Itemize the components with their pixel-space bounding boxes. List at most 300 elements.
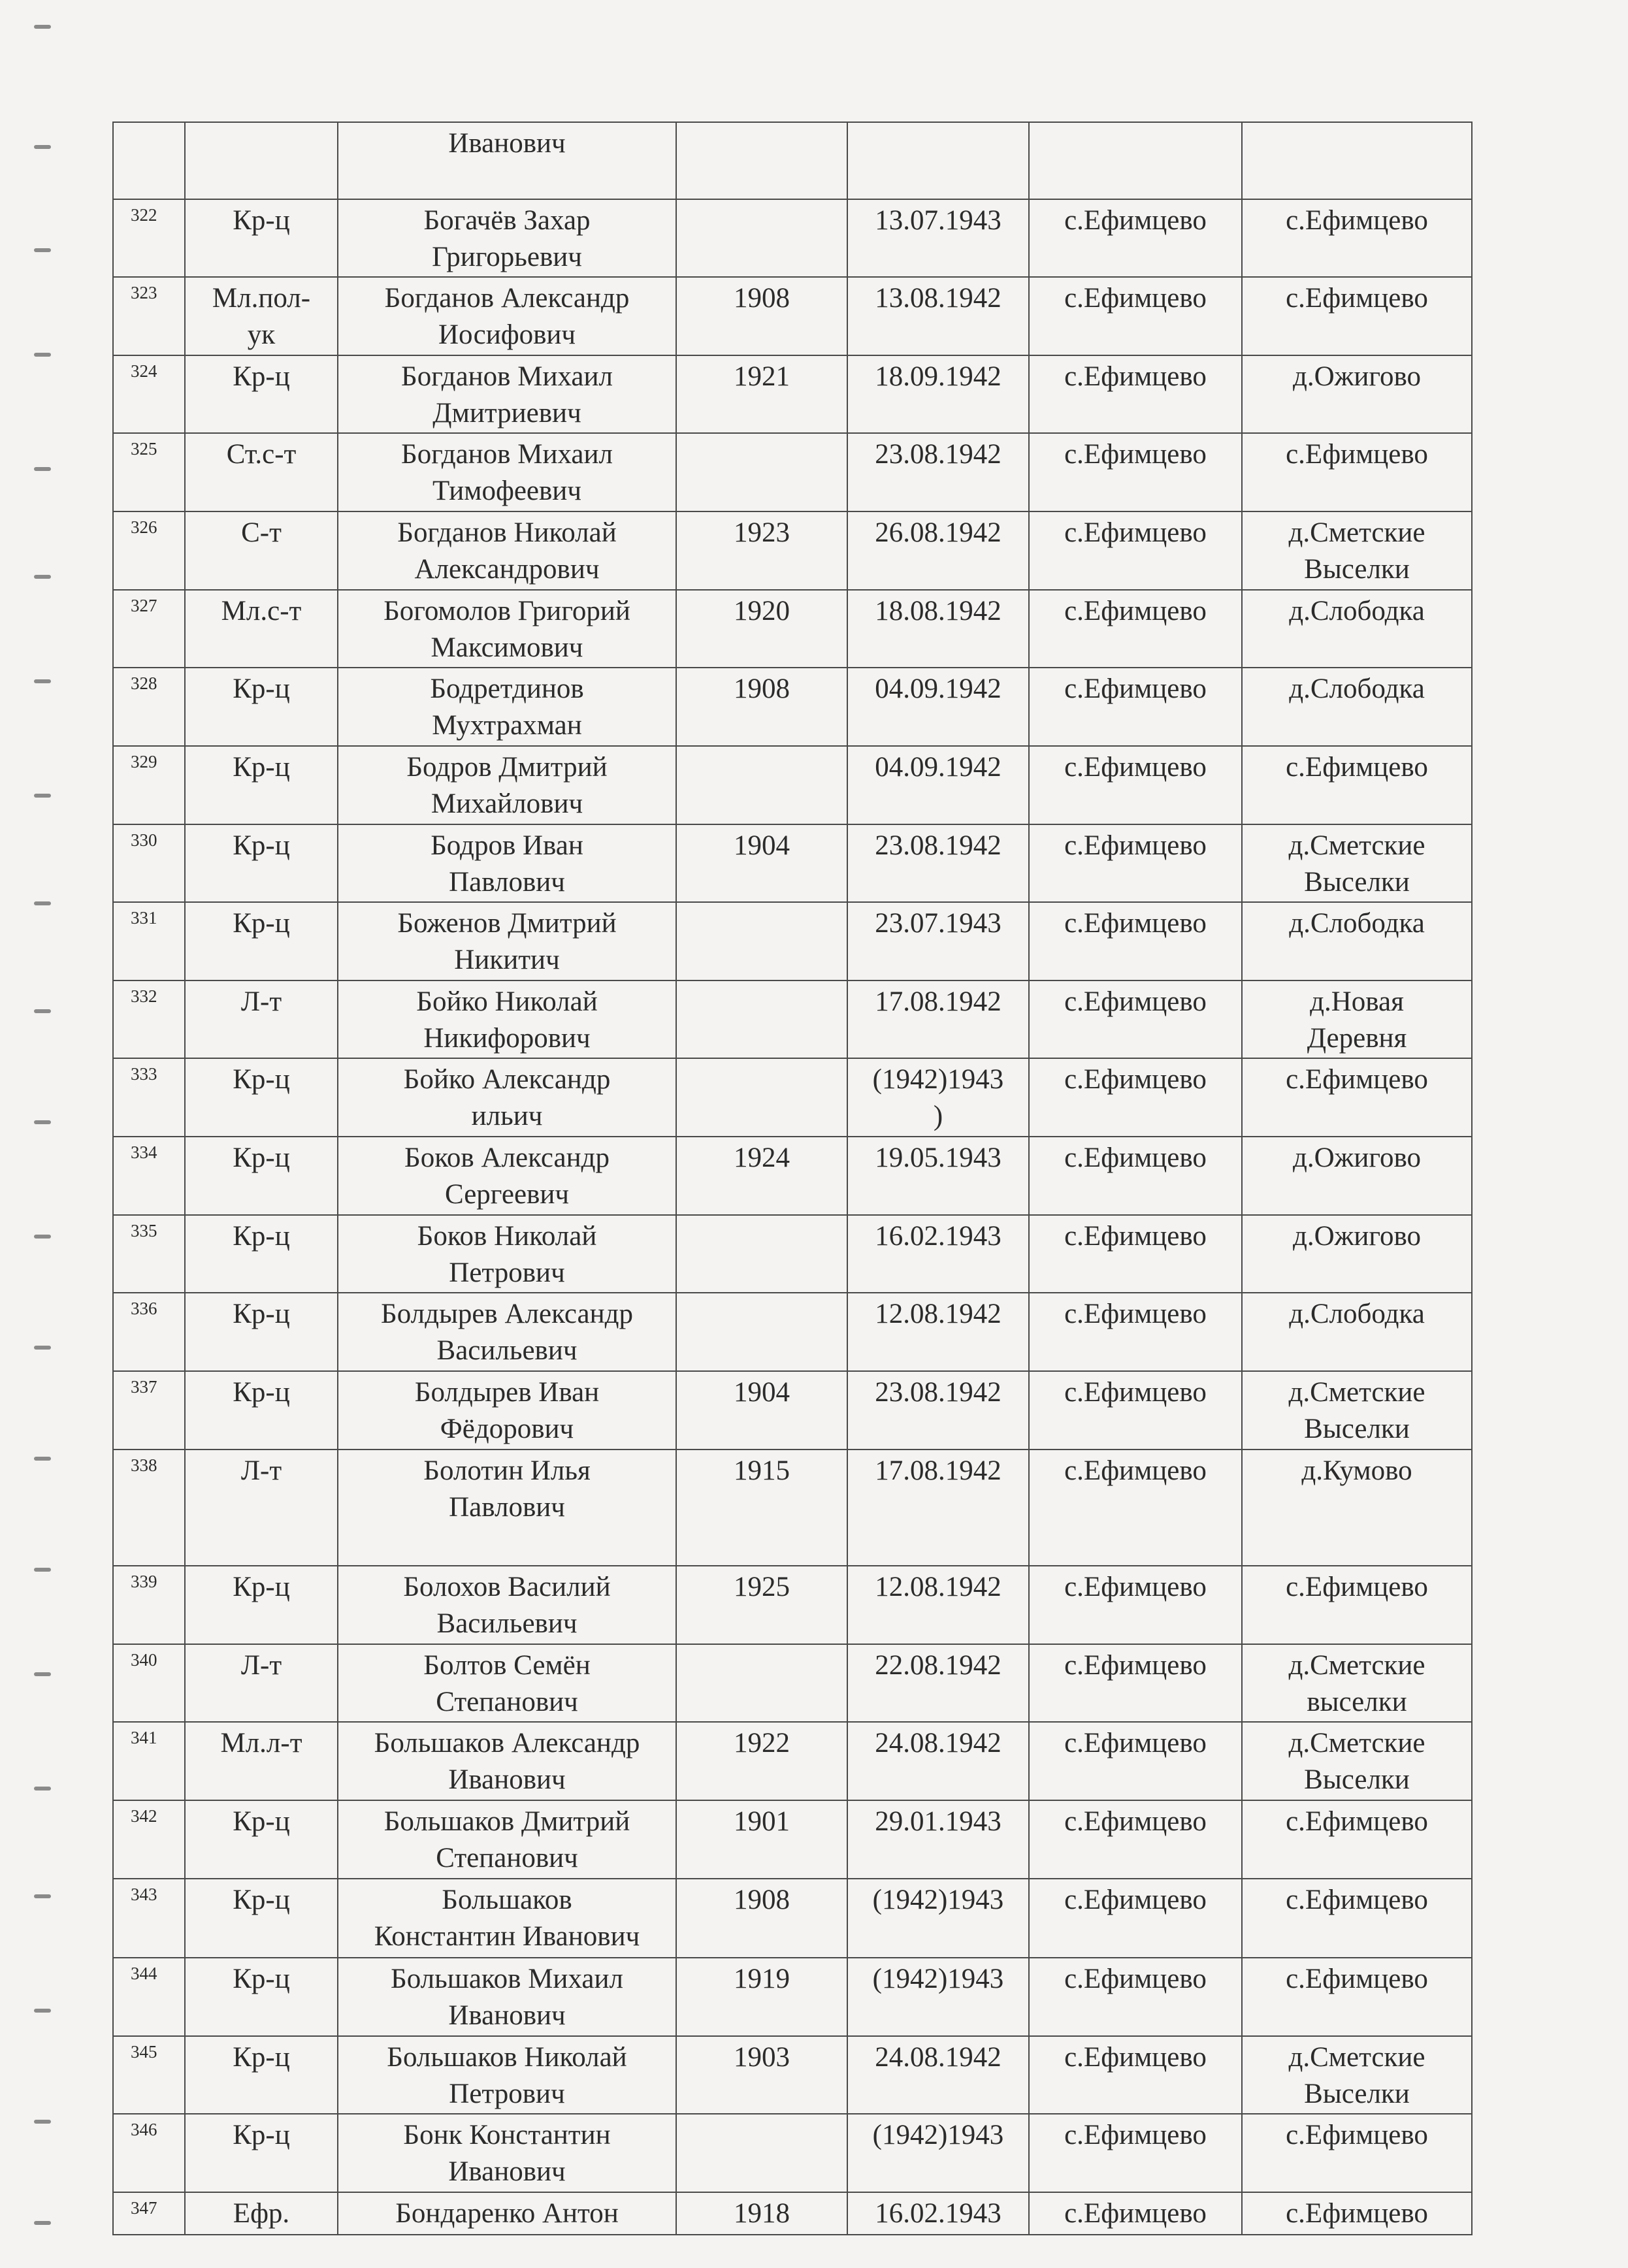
- cell-line: Кр-ц: [233, 1064, 290, 1095]
- cell-line: Кр-ц: [233, 751, 290, 783]
- name-cell: [338, 2036, 676, 2114]
- cell-line: Тимофеевич: [432, 476, 581, 507]
- name-cell: [338, 1958, 676, 2036]
- reburial-place-cell: [1242, 590, 1472, 668]
- name-cell: [338, 1450, 676, 1566]
- binder-mark: [34, 145, 51, 149]
- table-row: [113, 1371, 1472, 1450]
- rank-cell: [185, 122, 338, 199]
- cell-line: Бодретдинов: [430, 673, 584, 705]
- cell-line: Богданов Михаил: [401, 361, 613, 392]
- cell-line: 23.08.1942: [875, 439, 1001, 470]
- reburial-place-cell: [1242, 980, 1472, 1059]
- table-row: [113, 199, 1472, 278]
- burial-place-cell: с.Ефимцево: [1029, 1879, 1242, 1958]
- record-number: 335: [113, 1215, 185, 1293]
- cell-line: Иванович: [448, 2156, 566, 2188]
- table-row: [113, 980, 1472, 1059]
- cell-line: Болотин Илья: [423, 1455, 591, 1486]
- name-cell: [338, 980, 676, 1059]
- cell-line: 13.08.1942: [875, 283, 1001, 314]
- birth-year-cell: 1908: [676, 1879, 847, 1958]
- death-date-cell: [847, 1958, 1029, 2036]
- binder-mark: [34, 575, 51, 579]
- rank-cell: [185, 824, 338, 903]
- birth-year-cell: [676, 433, 847, 511]
- burial-place-cell: с.Ефимцево: [1029, 668, 1242, 746]
- cell-line: 23.08.1942: [875, 830, 1001, 861]
- cell-line: Мл.пол-: [212, 283, 311, 314]
- burial-place-cell: с.Ефимцево: [1029, 902, 1242, 980]
- record-number: 347: [113, 2192, 185, 2235]
- binder-mark: [34, 679, 51, 683]
- cell-line: д.Слободка: [1289, 673, 1425, 705]
- rank-cell: [185, 1450, 338, 1566]
- burial-place-cell: с.Ефимцево: [1029, 746, 1242, 824]
- death-date-cell: [847, 277, 1029, 355]
- name-cell: [338, 199, 676, 278]
- death-date-cell: [847, 1879, 1029, 1958]
- cell-line: Петрович: [449, 1257, 565, 1288]
- cell-line: с.Ефимцево: [1286, 439, 1428, 470]
- cell-line: 24.08.1942: [875, 2041, 1001, 2073]
- burial-place-cell: с.Ефимцево: [1029, 277, 1242, 355]
- burial-place-cell: с.Ефимцево: [1029, 2192, 1242, 2235]
- burial-place-cell: с.Ефимцево: [1029, 1566, 1242, 1644]
- cell-line: ильич: [471, 1101, 543, 1132]
- cell-line: Выселки: [1304, 1413, 1410, 1444]
- name-cell: [338, 122, 676, 199]
- cell-line: Большаков: [442, 1884, 572, 1915]
- cell-line: Никифорович: [423, 1022, 591, 1054]
- cell-line: 19.05.1943: [875, 1142, 1001, 1174]
- name-cell: [338, 1722, 676, 1800]
- reburial-place-cell: [1242, 746, 1472, 824]
- birth-year-cell: 1908: [676, 668, 847, 746]
- record-number: 330: [113, 824, 185, 903]
- name-cell: [338, 1566, 676, 1644]
- death-date-cell: [847, 199, 1029, 278]
- cell-line: Л-т: [240, 1649, 282, 1681]
- cell-line: д.Ожигово: [1293, 361, 1421, 392]
- record-number: 339: [113, 1566, 185, 1644]
- birth-year-cell: 1903: [676, 2036, 847, 2114]
- death-date-cell: [847, 1644, 1029, 1723]
- rank-cell: [185, 2192, 338, 2235]
- cell-line: Большаков Николай: [387, 2041, 627, 2073]
- rank-cell: [185, 590, 338, 668]
- burial-place-cell: с.Ефимцево: [1029, 1137, 1242, 1215]
- cell-line: д.Ожигово: [1293, 1142, 1421, 1174]
- cell-line: 04.09.1942: [875, 751, 1001, 783]
- cell-line: Кр-ц: [233, 673, 290, 705]
- table-row: [113, 1879, 1472, 1958]
- burial-place-cell: с.Ефимцево: [1029, 824, 1242, 903]
- cell-line: с.Ефимцево: [1286, 1572, 1428, 1603]
- cell-line: 13.07.1943: [875, 204, 1001, 236]
- reburial-place-cell: [1242, 1137, 1472, 1215]
- burial-place-cell: с.Ефимцево: [1029, 1293, 1242, 1371]
- rank-cell: [185, 1958, 338, 2036]
- cell-line: Выселки: [1304, 554, 1410, 585]
- cell-line: Бойко Александр: [403, 1064, 611, 1095]
- reburial-place-cell: [1242, 277, 1472, 355]
- table-row: [113, 433, 1472, 511]
- rank-cell: [185, 980, 338, 1059]
- reburial-place-cell: [1242, 902, 1472, 980]
- birth-year-cell: [676, 122, 847, 199]
- death-date-cell: [847, 746, 1029, 824]
- record-number: 322: [113, 199, 185, 278]
- name-cell: [338, 1293, 676, 1371]
- cell-line: 04.09.1942: [875, 673, 1001, 705]
- cell-line: Л-т: [240, 1455, 282, 1486]
- cell-line: Сергеевич: [445, 1179, 569, 1210]
- cell-line: (1942)1943: [872, 2120, 1004, 2151]
- cell-line: Фёдорович: [440, 1413, 574, 1444]
- birth-year-cell: [676, 2114, 847, 2192]
- birth-year-cell: 1904: [676, 824, 847, 903]
- binder-mark: [34, 1457, 51, 1461]
- table-row: [113, 122, 1472, 199]
- binder-mark: [34, 2009, 51, 2013]
- rank-cell: [185, 668, 338, 746]
- cell-line: 18.09.1942: [875, 361, 1001, 392]
- birth-year-cell: 1923: [676, 511, 847, 590]
- rank-cell: [185, 433, 338, 511]
- cell-line: Кр-ц: [233, 1376, 290, 1408]
- cell-line: Максимович: [431, 632, 583, 663]
- name-cell: [338, 1879, 676, 1958]
- burial-place-cell: с.Ефимцево: [1029, 1215, 1242, 1293]
- name-cell: [338, 355, 676, 434]
- table-row: [113, 1644, 1472, 1723]
- cell-line: выселки: [1307, 1686, 1407, 1717]
- burial-place-cell: с.Ефимцево: [1029, 2036, 1242, 2114]
- reburial-place-cell: [1242, 824, 1472, 903]
- rank-cell: [185, 1371, 338, 1450]
- record-number: 338: [113, 1450, 185, 1566]
- death-date-cell: [847, 1450, 1029, 1566]
- reburial-place-cell: [1242, 2192, 1472, 2235]
- binder-mark: [34, 353, 51, 357]
- reburial-place-cell: [1242, 2036, 1472, 2114]
- cell-line: Бодров Иван: [431, 830, 583, 861]
- birth-year-cell: 1901: [676, 1800, 847, 1879]
- record-number: 323: [113, 277, 185, 355]
- rank-cell: [185, 355, 338, 434]
- cell-line: д.Сметские: [1288, 1728, 1425, 1759]
- cell-line: Павлович: [449, 866, 565, 898]
- name-cell: [338, 902, 676, 980]
- table-row: [113, 1800, 1472, 1879]
- death-date-cell: [847, 355, 1029, 434]
- cell-line: Иванович: [448, 1764, 566, 1796]
- reburial-place-cell: [1242, 1450, 1472, 1566]
- cell-line: с.Ефимцево: [1286, 2120, 1428, 2151]
- cell-line: д.Сметские: [1288, 830, 1425, 861]
- death-date-cell: [847, 2036, 1029, 2114]
- name-cell: [338, 1644, 676, 1723]
- death-date-cell: [847, 2114, 1029, 2192]
- binder-mark: [34, 1120, 51, 1124]
- rank-cell: [185, 511, 338, 590]
- binder-mark: [34, 248, 51, 252]
- burial-register-table: [112, 122, 1473, 2235]
- cell-line: Мухтрахман: [432, 710, 582, 741]
- record-number: 328: [113, 668, 185, 746]
- record-number: 344: [113, 1958, 185, 2036]
- reburial-place-cell: [1242, 433, 1472, 511]
- death-date-cell: [847, 1137, 1029, 1215]
- cell-line: 29.01.1943: [875, 1806, 1001, 1837]
- table-row: [113, 277, 1472, 355]
- cell-line: с.Ефимцево: [1286, 1964, 1428, 1995]
- cell-line: Иванович: [448, 128, 566, 159]
- binder-mark: [34, 25, 51, 29]
- cell-line: с.Ефимцево: [1286, 751, 1428, 783]
- cell-line: с.Ефимцево: [1286, 283, 1428, 314]
- table-row: [113, 1215, 1472, 1293]
- record-number: 337: [113, 1371, 185, 1450]
- binder-mark: [34, 2221, 51, 2225]
- cell-line: Выселки: [1304, 1764, 1410, 1796]
- cell-line: Боков Николай: [417, 1220, 597, 1252]
- burial-place-cell: с.Ефимцево: [1029, 1958, 1242, 2036]
- cell-line: Иосифович: [438, 319, 576, 351]
- death-date-cell: [847, 1566, 1029, 1644]
- record-number: 327: [113, 590, 185, 668]
- cell-line: Кр-ц: [233, 2120, 290, 2151]
- table-row: [113, 355, 1472, 434]
- table-row: [113, 1958, 1472, 2036]
- name-cell: [338, 590, 676, 668]
- rank-cell: [185, 199, 338, 278]
- table-row: [113, 2192, 1472, 2235]
- cell-line: Иванович: [448, 2000, 566, 2032]
- cell-line: (1942)1943: [872, 1064, 1004, 1095]
- record-number: 342: [113, 1800, 185, 1879]
- death-date-cell: [847, 1293, 1029, 1371]
- death-date-cell: [847, 511, 1029, 590]
- death-date-cell: [847, 590, 1029, 668]
- table-row: [113, 1722, 1472, 1800]
- burial-place-cell: с.Ефимцево: [1029, 1450, 1242, 1566]
- burial-place-cell: с.Ефимцево: [1029, 1058, 1242, 1137]
- death-date-cell: [847, 2192, 1029, 2235]
- cell-line: с.Ефимцево: [1286, 204, 1428, 236]
- cell-line: Большаков Дмитрий: [383, 1806, 630, 1837]
- record-number: 346: [113, 2114, 185, 2192]
- cell-line: с.Ефимцево: [1286, 2198, 1428, 2229]
- burial-place-cell: с.Ефимцево: [1029, 2114, 1242, 2192]
- cell-line: с.Ефимцево: [1286, 1884, 1428, 1915]
- record-number: 340: [113, 1644, 185, 1723]
- birth-year-cell: [676, 1058, 847, 1137]
- death-date-cell: [847, 980, 1029, 1059]
- reburial-place-cell: [1242, 1293, 1472, 1371]
- cell-line: Кр-ц: [233, 1572, 290, 1603]
- birth-year-cell: [676, 746, 847, 824]
- burial-place-cell: с.Ефимцево: [1029, 433, 1242, 511]
- reburial-place-cell: [1242, 668, 1472, 746]
- table-row: [113, 1566, 1472, 1644]
- birth-year-cell: 1904: [676, 1371, 847, 1450]
- birth-year-cell: [676, 902, 847, 980]
- cell-line: Выселки: [1304, 866, 1410, 898]
- reburial-place-cell: [1242, 1058, 1472, 1137]
- binder-mark: [34, 901, 51, 905]
- cell-line: Л-т: [240, 986, 282, 1017]
- cell-line: Ст.с-т: [226, 439, 297, 470]
- cell-line: С-т: [241, 517, 282, 549]
- cell-line: Кр-ц: [233, 1884, 290, 1915]
- cell-line: Богданов Александр: [384, 283, 630, 314]
- rank-cell: [185, 277, 338, 355]
- name-cell: [338, 1137, 676, 1215]
- reburial-place-cell: [1242, 1879, 1472, 1958]
- record-number: 324: [113, 355, 185, 434]
- binder-mark: [34, 794, 51, 798]
- cell-line: ук: [247, 319, 276, 351]
- cell-line: с.Ефимцево: [1286, 1806, 1428, 1837]
- cell-line: 24.08.1942: [875, 1728, 1001, 1759]
- reburial-place-cell: [1242, 122, 1472, 199]
- cell-line: Степанович: [436, 1842, 578, 1873]
- rank-cell: [185, 1215, 338, 1293]
- burial-place-cell: с.Ефимцево: [1029, 1722, 1242, 1800]
- death-date-cell: [847, 902, 1029, 980]
- rank-cell: [185, 746, 338, 824]
- cell-line: 16.02.1943: [875, 2198, 1001, 2229]
- name-cell: [338, 1215, 676, 1293]
- cell-line: Кр-ц: [233, 1964, 290, 1995]
- cell-line: Деревня: [1307, 1022, 1407, 1054]
- cell-line: Кр-ц: [233, 361, 290, 392]
- death-date-cell: [847, 1800, 1029, 1879]
- birth-year-cell: 1922: [676, 1722, 847, 1800]
- table-row: [113, 2036, 1472, 2114]
- record-number: 334: [113, 1137, 185, 1215]
- cell-line: Бойко Николай: [416, 986, 598, 1017]
- cell-line: Павлович: [449, 1491, 565, 1523]
- cell-line: Выселки: [1304, 2078, 1410, 2109]
- reburial-place-cell: [1242, 1800, 1472, 1879]
- name-cell: [338, 746, 676, 824]
- burial-place-cell: с.Ефимцево: [1029, 511, 1242, 590]
- burial-place-cell: с.Ефимцево: [1029, 590, 1242, 668]
- name-cell: [338, 277, 676, 355]
- cell-line: 12.08.1942: [875, 1572, 1001, 1603]
- death-date-cell: [847, 433, 1029, 511]
- cell-line: д.Слободка: [1289, 1299, 1425, 1330]
- record-number: 329: [113, 746, 185, 824]
- cell-line: Никитич: [454, 945, 560, 976]
- name-cell: [338, 824, 676, 903]
- cell-line: Дмитриевич: [432, 397, 581, 429]
- cell-line: с.Ефимцево: [1286, 1064, 1428, 1095]
- binder-mark: [34, 1568, 51, 1572]
- cell-line: Бондаренко Антон: [395, 2198, 619, 2229]
- binder-mark: [34, 1346, 51, 1350]
- cell-line: Болтов Семён: [423, 1649, 591, 1681]
- cell-line: Большаков Александр: [374, 1728, 640, 1759]
- record-number: 326: [113, 511, 185, 590]
- record-number: 341: [113, 1722, 185, 1800]
- cell-line: 16.02.1943: [875, 1220, 1001, 1252]
- birth-year-cell: 1925: [676, 1566, 847, 1644]
- reburial-place-cell: [1242, 355, 1472, 434]
- table-row: [113, 1058, 1472, 1137]
- cell-line: д.Сметские: [1288, 1649, 1425, 1681]
- cell-line: Кр-ц: [233, 1299, 290, 1330]
- table-row: [113, 746, 1472, 824]
- cell-line: 17.08.1942: [875, 1455, 1001, 1486]
- cell-line: (1942)1943: [872, 1884, 1004, 1915]
- death-date-cell: [847, 1722, 1029, 1800]
- death-date-cell: [847, 668, 1029, 746]
- cell-line: Константин Иванович: [374, 1920, 640, 1952]
- birth-year-cell: 1921: [676, 355, 847, 434]
- record-number: 343: [113, 1879, 185, 1958]
- reburial-place-cell: [1242, 199, 1472, 278]
- cell-line: Кр-ц: [233, 1806, 290, 1837]
- binder-mark: [34, 1787, 51, 1790]
- cell-line: д.Кумово: [1301, 1455, 1412, 1486]
- record-number: 325: [113, 433, 185, 511]
- name-cell: [338, 2192, 676, 2235]
- cell-line: ): [933, 1101, 943, 1132]
- cell-line: Кр-ц: [233, 908, 290, 939]
- cell-line: 23.07.1943: [875, 908, 1001, 939]
- birth-year-cell: [676, 199, 847, 278]
- cell-line: Александрович: [414, 554, 600, 585]
- burial-place-cell: с.Ефимцево: [1029, 355, 1242, 434]
- burial-place-cell: с.Ефимцево: [1029, 1644, 1242, 1723]
- rank-cell: [185, 1293, 338, 1371]
- reburial-place-cell: [1242, 1958, 1472, 2036]
- record-number: 331: [113, 902, 185, 980]
- cell-line: 26.08.1942: [875, 517, 1001, 549]
- cell-line: Мл.с-т: [221, 595, 302, 626]
- cell-line: Васильевич: [436, 1335, 578, 1367]
- burial-place-cell: с.Ефимцево: [1029, 980, 1242, 1059]
- name-cell: [338, 1058, 676, 1137]
- birth-year-cell: 1920: [676, 590, 847, 668]
- cell-line: д.Слободка: [1289, 908, 1425, 939]
- table-row: [113, 1137, 1472, 1215]
- cell-line: Кр-ц: [233, 830, 290, 861]
- table-row: [113, 902, 1472, 980]
- reburial-place-cell: [1242, 2114, 1472, 2192]
- reburial-place-cell: [1242, 1644, 1472, 1723]
- name-cell: [338, 2114, 676, 2192]
- birth-year-cell: 1908: [676, 277, 847, 355]
- cell-line: д.Сметские: [1288, 2041, 1425, 2073]
- rank-cell: [185, 1058, 338, 1137]
- cell-line: Кр-ц: [233, 204, 290, 236]
- rank-cell: [185, 2036, 338, 2114]
- binder-mark: [34, 467, 51, 471]
- birth-year-cell: [676, 980, 847, 1059]
- record-number: 333: [113, 1058, 185, 1137]
- death-date-cell: [847, 824, 1029, 903]
- rank-cell: [185, 2114, 338, 2192]
- death-date-cell: [847, 1215, 1029, 1293]
- table-row: [113, 511, 1472, 590]
- cell-line: 22.08.1942: [875, 1649, 1001, 1681]
- burial-place-cell: [1029, 122, 1242, 199]
